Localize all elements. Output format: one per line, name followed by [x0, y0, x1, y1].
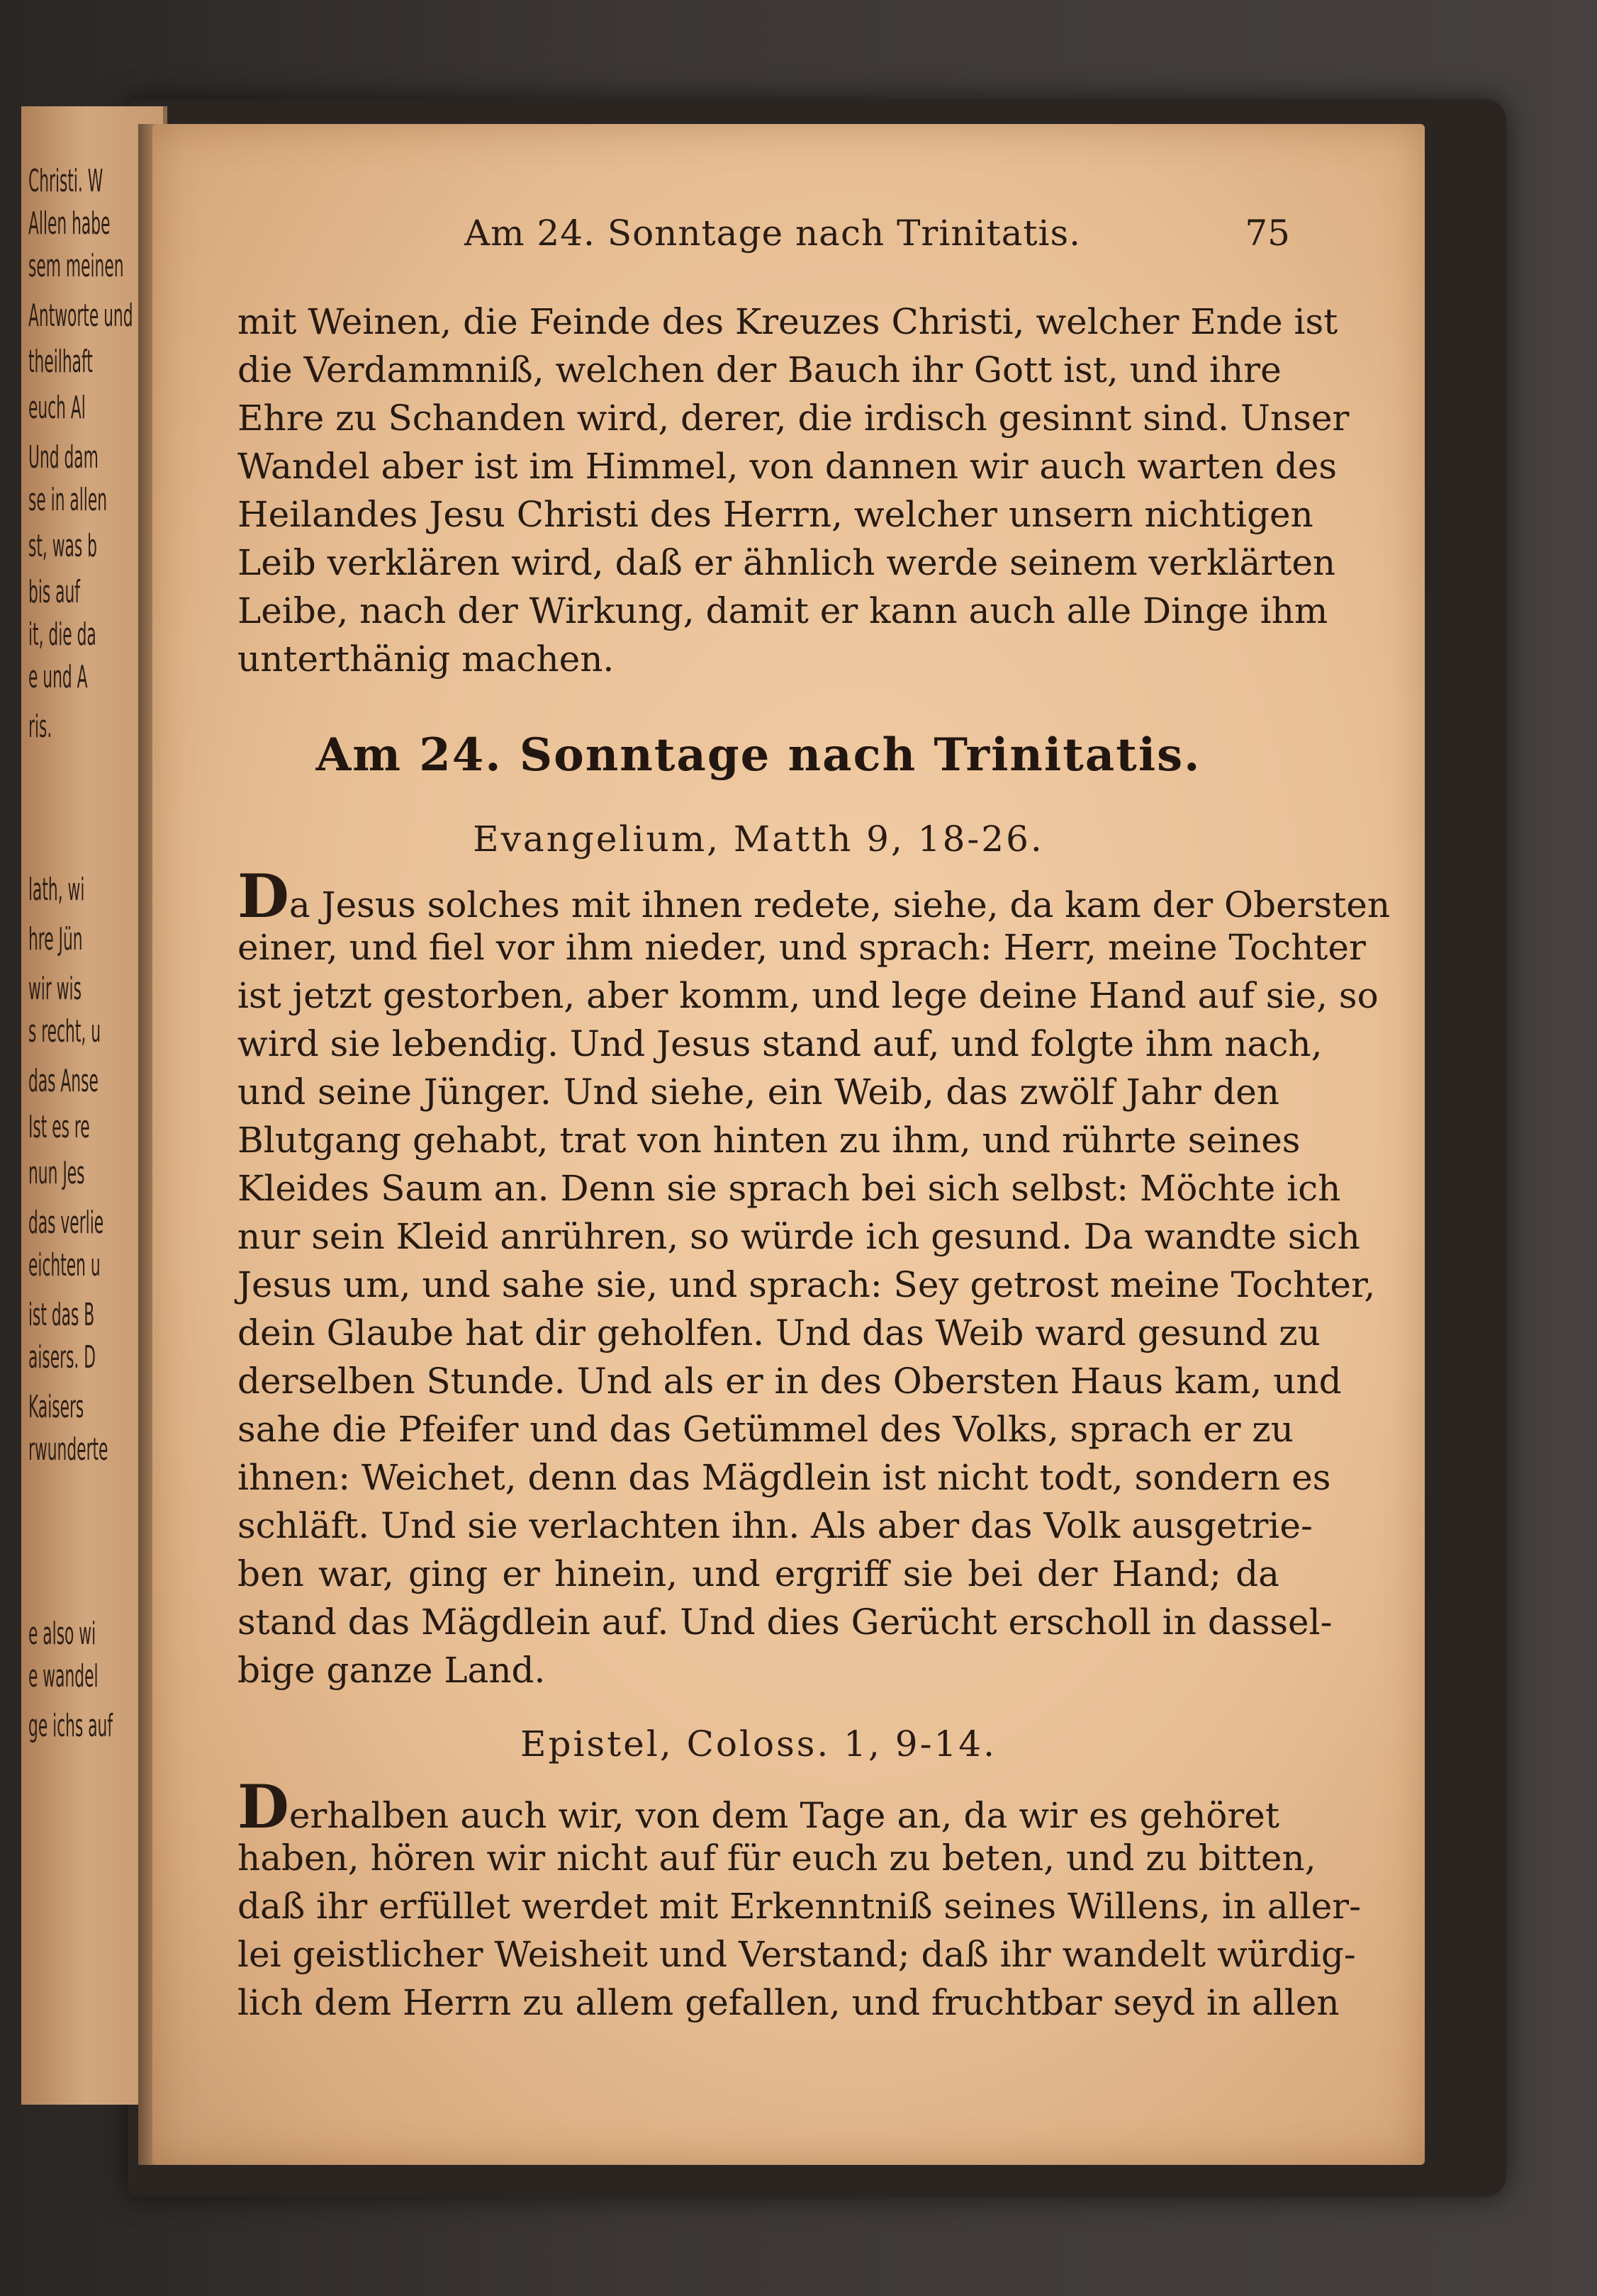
epistle-paragraph	[237, 1772, 1361, 2027]
text-line: unterthänig machen.	[237, 638, 615, 680]
left-page-fragment: s recht, u	[28, 1013, 101, 1049]
page-number: 75	[1245, 213, 1290, 254]
left-page-fragment: it, die da	[28, 617, 96, 653]
text-line: sahe die Pfeifer und das Getümmel des Volks, sprach er zu	[237, 1409, 1294, 1450]
left-page-fragment: das Anse	[28, 1063, 99, 1099]
text-line: einer, und fiel vor ihm nieder, und sprach: Herr, meine Tochter	[237, 927, 1366, 968]
left-page-fragment: euch Al	[28, 390, 86, 426]
text-line-rest: erhalben auch wir, von dem Tage an, da wir es gehöret	[288, 1795, 1279, 1836]
left-page-fragment: Christi. W	[28, 163, 103, 199]
left-page-fragment: hre Jün	[28, 921, 83, 957]
left-page-fragment: das verlie	[28, 1205, 104, 1241]
left-page-fragment: bis auf	[28, 574, 80, 610]
left-page-fragment: aisers. D	[28, 1339, 96, 1375]
left-page-fragment: se in allen	[28, 482, 108, 518]
text-line: dein Glaube hat dir geholfen. Und das Weib ward gesund zu	[237, 1312, 1321, 1354]
text-line: Jesus um, und sahe sie, und sprach: Sey getrost meine Tochter,	[237, 1264, 1376, 1305]
section-heading: Am 24. Sonntage nach Trinitatis.	[315, 728, 1201, 782]
left-page-fragment: theilhaft	[28, 344, 93, 380]
text-line: die Verdammniß, welchen der Bauch ihr Gott ist, und ihre	[237, 349, 1282, 390]
left-page-fragment: e wandel	[28, 1658, 99, 1694]
left-page-fragment: nun Jes	[28, 1155, 85, 1191]
text-line: Heilandes Jesu Christi des Herrn, welcher unsern nichtigen	[237, 494, 1313, 535]
text-line: Blutgang gehabt, trat von hinten zu ihm, und rührte seines	[237, 1120, 1301, 1161]
text-line-rest: a Jesus solches mit ihnen redete, siehe, da kam der Obersten	[288, 884, 1391, 925]
left-page-fragment: Antworte und	[28, 298, 133, 334]
left-page-fragment: ge ichs auf	[28, 1708, 113, 1744]
text-line: Wandel aber ist im Himmel, von dannen wir auch warten des	[237, 446, 1338, 487]
left-page-fragment: Und dam	[28, 439, 99, 475]
left-page-fragment: e also wi	[28, 1616, 96, 1652]
gospel-title: Evangelium, Matth 9, 18-26.	[473, 818, 1044, 860]
page-header	[312, 213, 1290, 269]
left-page-fragment: lath, wi	[28, 872, 85, 908]
text-line: daß ihr erfüllet werdet mit Erkenntniß seines Willens, in aller-	[237, 1886, 1361, 1927]
text-line: ist jetzt gestorben, aber komm, und lege deine Hand auf sie, so	[237, 975, 1379, 1016]
text-line: lei geistlicher Weisheit und Verstand; daß ihr wandelt würdig-	[237, 1934, 1356, 1975]
text-line: stand das Mägdlein auf. Und dies Gerücht erscholl in dassel-	[237, 1602, 1333, 1643]
text-line: ben war, ging er hinein, und ergriff sie bei der Hand; da	[237, 1553, 1279, 1594]
left-page-fragment: sem meinen	[28, 248, 124, 284]
text-line	[237, 1772, 1279, 1842]
text-line: und seine Jünger. Und siehe, ein Weib, das zwölf Jahr den	[237, 1071, 1279, 1113]
intro-paragraph	[237, 298, 1350, 683]
left-page-fragment: st, was b	[28, 528, 97, 564]
left-page-fragment: eichten u	[28, 1247, 101, 1283]
left-page-fragment: rwunderte	[28, 1431, 108, 1468]
text-line: ihnen: Weichet, denn das Mägdlein ist nicht todt, sondern es	[237, 1457, 1331, 1498]
drop-cap: D	[237, 1772, 289, 1842]
text-line	[237, 861, 1391, 931]
text-line: Leibe, nach der Wirkung, damit er kann auch alle Dinge ihm	[237, 590, 1328, 631]
text-line: Ehre zu Schanden wird, derer, die irdisch gesinnt sind. Unser	[237, 398, 1350, 439]
left-page-fragment: Ist es re	[28, 1109, 90, 1145]
left-page-fragment: e und A	[28, 659, 88, 695]
text-line: bige ganze Land.	[237, 1650, 546, 1691]
left-page-fragment: ist das B	[28, 1297, 95, 1333]
text-line: Leib verklären wird, daß er ähnlich werde seinem verklärten	[237, 542, 1336, 583]
epistle-title: Epistel, Coloss. 1, 9-14.	[520, 1723, 997, 1765]
text-line: derselben Stunde. Und als er in des Obersten Haus kam, und	[237, 1361, 1342, 1402]
running-title: Am 24. Sonntage nach Trinitatis.	[464, 213, 1082, 254]
left-page-fragment: ris.	[28, 709, 52, 745]
gospel-paragraph	[237, 861, 1391, 1694]
text-line: haben, hören wir nicht auf für euch zu beten, und zu bitten,	[237, 1838, 1316, 1879]
left-page-fragment: wir wis	[28, 971, 82, 1007]
text-line: Kleides Saum an. Denn sie sprach bei sich selbst: Möchte ich	[237, 1168, 1341, 1209]
left-page-fragment: Allen habe	[28, 206, 111, 242]
text-line: mit Weinen, die Feinde des Kreuzes Christi, welcher Ende ist	[237, 301, 1338, 342]
left-page-fragment: Kaisers	[28, 1389, 84, 1425]
text-line: nur sein Kleid anrühren, so würde ich gesund. Da wandte sich	[237, 1216, 1360, 1257]
text-line: schläft. Und sie verlachten ihn. Als aber das Volk ausgetrie-	[237, 1505, 1313, 1546]
drop-cap: D	[237, 861, 289, 931]
text-line: lich dem Herrn zu allem gefallen, und fruchtbar seyd in allen	[237, 1982, 1340, 2023]
text-line: wird sie lebendig. Und Jesus stand auf, und folgte ihm nach,	[237, 1023, 1323, 1064]
